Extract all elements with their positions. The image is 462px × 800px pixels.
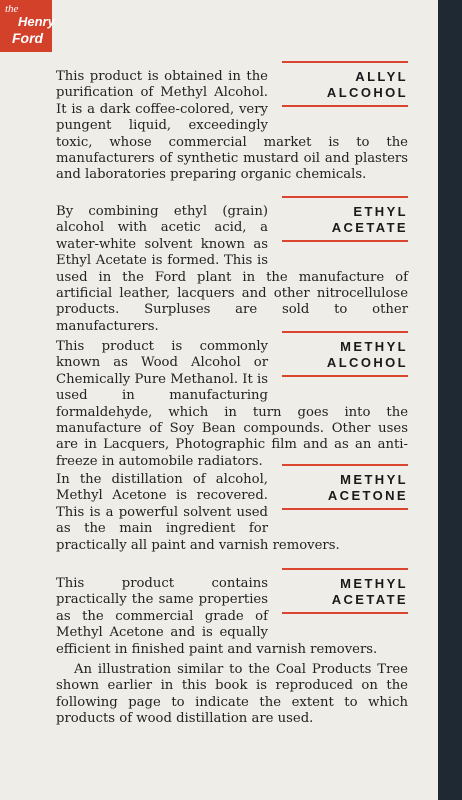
section-methyl-acetate: [56, 576, 408, 658]
section-methyl-alcohol: [56, 339, 408, 470]
rule-bottom: [282, 375, 408, 377]
rule-top: [282, 331, 408, 333]
section-text: By combining ethyl (grain) alcohol with acetic acid, a water-white solvent known as Ethyl Acetate is formed. This is used in the Ford plant in the manufacture of artificial leather, lacquers and other nitrocellulose products. Surpluses are sold to other manufacturers.: [56, 204, 408, 334]
rule-top: [282, 61, 408, 63]
section-methyl-acetone: [56, 472, 408, 554]
rule-bottom: [282, 612, 408, 614]
section-heading: [282, 69, 408, 100]
henry-ford-logo: [0, 0, 55, 52]
heading-line-2: ACETATE: [331, 591, 408, 607]
logo-the: the: [5, 3, 19, 15]
section-heading: [282, 339, 408, 370]
section-allyl-alcohol: [56, 69, 408, 184]
heading-line-2: ACETATE: [331, 219, 408, 235]
rule-top: [282, 196, 408, 198]
heading-line-1: METHYL: [340, 339, 408, 354]
heading-line-2: ALCOHOL: [326, 354, 408, 370]
section-heading: [282, 204, 408, 235]
section-text: This product is obtained in the purification of Methyl Alcohol. It is a dark coffee-colored, very pungent liquid, exceedingly toxic, whose commercial market is to the manufacturers of synthetic mustard oil and plasters and laboratories preparing organic chemicals.: [56, 69, 408, 183]
section-heading: [282, 472, 408, 503]
section-heading: [282, 576, 408, 607]
rule-bottom: [282, 508, 408, 510]
heading-line-1: ETHYL: [353, 204, 408, 219]
section-text: This product is commonly known as Wood Alcohol or Chemically Pure Methanol. It is used in manufacturing formaldehyde, which in turn goes into the manufacture of Soy Bean compounds. Other uses are in Lacquers, Photographic film and as an anti-freeze in automobile radiators.: [56, 339, 408, 469]
book-cover-edge: [438, 0, 462, 800]
section-ethyl-acetate: [56, 204, 408, 335]
section-text: In the distillation of alcohol, Methyl Acetone is recovered. This is a powerful solvent used as the main ingredient for practically all paint and varnish removers.: [56, 472, 340, 553]
heading-line-1: METHYL: [340, 472, 408, 487]
logo-henry: Henry: [18, 14, 55, 29]
rule-top: [282, 568, 408, 570]
heading-line-2: ALCOHOL: [326, 84, 408, 100]
logo-ford: Ford: [12, 30, 44, 46]
heading-line-1: METHYL: [340, 576, 408, 591]
section-text: This product contains practically the same properties as the commercial grade of Methyl Acetone and is equally efficient in finished paint and varnish removers.: [56, 576, 378, 657]
rule-bottom: [282, 240, 408, 242]
closing-paragraph: An illustration similar to the Coal Products Tree shown earlier in this book is reproduced on the following page to indicate the extent to which products of wood distillation are used.: [56, 662, 408, 727]
rule-top: [282, 464, 408, 466]
rule-bottom: [282, 105, 408, 107]
heading-line-1: ALLYL: [355, 69, 408, 84]
heading-line-2: ACETONE: [327, 487, 408, 503]
